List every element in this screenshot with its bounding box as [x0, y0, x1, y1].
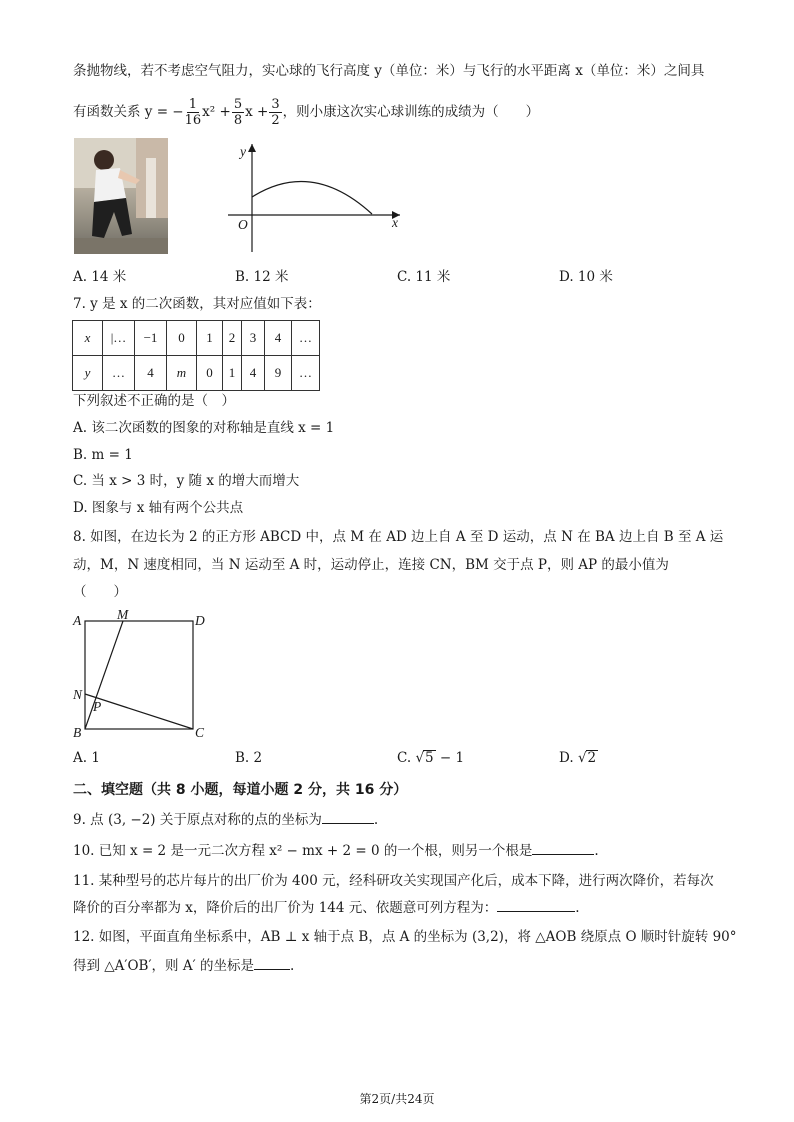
q6-stem-line2 — [73, 92, 539, 132]
parabola-curve — [252, 181, 372, 214]
q6-option-d[interactable]: D. 10 米 — [559, 269, 613, 285]
section-heading-fill-in: 二、填空题（共 8 小题，每道小题 2 分，共 16 分） — [73, 782, 408, 798]
q8-option-b[interactable]: B. 2 — [235, 750, 263, 766]
parabola-graph — [228, 140, 408, 255]
q7-option-c[interactable]: C. 当 x > 3 时，y 随 x 的增大而增大 — [73, 473, 300, 489]
graph-origin-label: O — [238, 217, 248, 232]
q6-option-b[interactable]: B. 12 米 — [235, 269, 289, 285]
q6-option-a[interactable]: A. 14 米 — [73, 269, 127, 285]
q7-stem: 7. y 是 x 的二次函数，其对应值如下表： — [73, 296, 321, 312]
table-row — [73, 321, 320, 356]
q9-answer-blank[interactable] — [322, 811, 374, 824]
q8-option-c[interactable]: C. √5 − 1 — [397, 750, 465, 766]
athlete-photo — [74, 138, 168, 254]
q6-mid2: x + — [245, 104, 269, 120]
q10-answer-blank[interactable] — [532, 842, 594, 855]
table-cell: 4 — [265, 321, 292, 356]
table-cell: 9 — [265, 356, 292, 391]
q8-option-d[interactable]: D. √2 — [559, 750, 597, 766]
q12-answer-blank[interactable] — [254, 957, 290, 970]
graph-x-label: x — [392, 215, 398, 230]
point-n-label: N — [73, 687, 83, 702]
point-b-label: B — [73, 725, 82, 740]
q7-option-b[interactable]: B. m = 1 — [73, 447, 133, 463]
q12-line1: 12. 如图，平面直角坐标系中，AB ⊥ x 轴于点 B，点 A 的坐标为 (3,2)，将 △AOB 绕原点 O 顺时针旋转 90° — [73, 929, 737, 945]
page-footer: 第2页/共24页 — [359, 1092, 435, 1106]
table-cell: 1 — [197, 321, 223, 356]
q12-line2: 得到 △A′OB′，则 A′ 的坐标是 . — [73, 958, 295, 974]
graph-y-label: y — [240, 144, 246, 159]
table-cell: x — [73, 321, 103, 356]
point-p-label: P — [93, 699, 102, 714]
q10-line: 10. 已知 x = 2 是一元二次方程 x² − mx + 2 = 0 的一个根，则另一个根是 . — [73, 843, 599, 859]
q8-stem-line1: 8. 如图，在边长为 2 的正方形 ABCD 中，点 M 在 AD 边上自 A 至 D 运动，点 N 在 BA 边上自 B 至 A 运 — [73, 529, 724, 545]
table-cell: m — [167, 356, 197, 391]
point-c-label: C — [195, 725, 205, 740]
table-cell: 1 — [223, 356, 242, 391]
table-cell: y — [73, 356, 103, 391]
table-cell: … — [103, 356, 135, 391]
point-a-label: A — [73, 613, 82, 628]
q6-fraction-3: $\frac{3}{2}$ — [271, 96, 280, 128]
q6-line2-post: ，则小康这次实心球训练的成绩为（ ） — [282, 104, 540, 120]
table-cell: 4 — [242, 356, 265, 391]
y-axis-arrow-icon — [248, 144, 256, 152]
table-cell: 2 — [223, 321, 242, 356]
q7-prompt: 下列叙述不正确的是（ ） — [73, 393, 235, 409]
q11-line2: 降价的百分率都为 x，降价后的出厂价为 144 元、依题意可列方程为： . — [73, 900, 580, 916]
q6-stem-line1: 条抛物线，若不考虑空气阻力，实心球的飞行高度 y（单位：米）与飞行的水平距离 x（单位：米）之间具 — [73, 63, 705, 79]
q8-stem-line2: 动，M，N 速度相同，当 N 运动至 A 时，运动停止，连接 CN，BM 交于点 P，则 AP 的最小值为 — [73, 557, 669, 573]
q6-fraction-2: $\frac{5}{8}$ — [233, 96, 243, 128]
q8-stem-line3: （ ） — [73, 584, 127, 600]
q7-option-d[interactable]: D. 图象与 x 轴有两个公共点 — [73, 500, 244, 516]
q9-line: 9. 点 (3, −2) 关于原点对称的点的坐标为 . — [73, 812, 379, 828]
athlete-illustration — [74, 138, 168, 254]
segment-bm — [85, 621, 123, 729]
q6-fraction-1: $\frac{1}{16}$ — [184, 96, 202, 128]
table-cell: 0 — [167, 321, 197, 356]
table-cell: … — [292, 356, 320, 391]
q6-line2-pre: 有函数关系 y = − — [73, 104, 184, 120]
q8-option-a[interactable]: A. 1 — [73, 750, 100, 766]
table-cell: −1 — [135, 321, 167, 356]
q7-value-table — [72, 320, 320, 391]
table-cell: 0 — [197, 356, 223, 391]
table-cell: 3 — [242, 321, 265, 356]
point-m-label: M — [117, 607, 129, 622]
table-row — [73, 356, 320, 391]
q6-mid1: x² + — [202, 104, 231, 120]
point-d-label: D — [195, 613, 205, 628]
table-cell: 4 — [135, 356, 167, 391]
table-cell: |… — [103, 321, 135, 356]
q6-option-c[interactable]: C. 11 米 — [397, 269, 451, 285]
table-cell: … — [292, 321, 320, 356]
q11-answer-blank[interactable] — [497, 899, 575, 912]
q11-line1: 11. 某种型号的芯片每片的出厂价为 400 元，经科研攻关实现国产化后，成本下降，进行两次降价，若每次 — [73, 873, 714, 889]
q7-option-a[interactable]: A. 该二次函数的图象的对称轴是直线 x = 1 — [73, 420, 335, 436]
square-figure — [80, 616, 200, 736]
